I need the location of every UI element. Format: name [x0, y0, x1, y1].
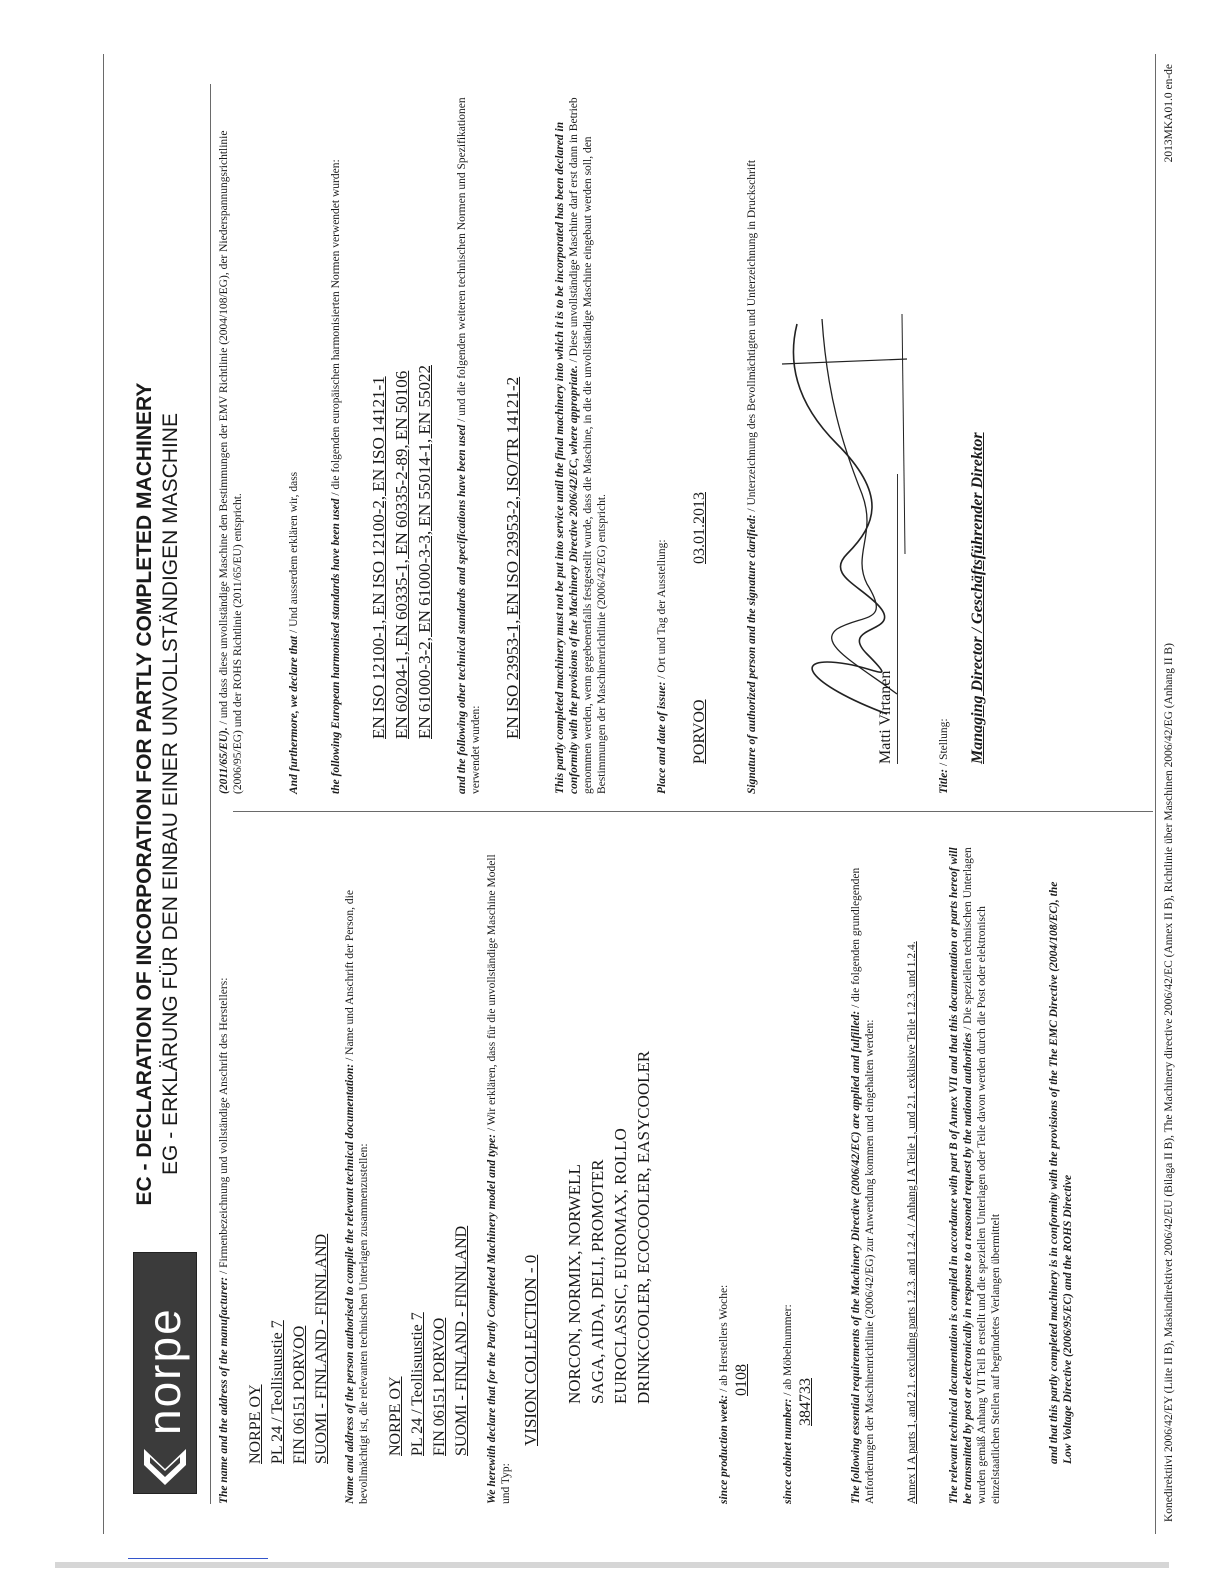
technical-documentation: [947, 844, 1003, 1504]
authorised-address: [385, 1226, 473, 1456]
title-label-en: Title:: [938, 768, 950, 794]
manufacturer-address-line: PL 24 / Teollisuustie 7: [269, 1320, 286, 1464]
place-date-label-de: / Ort und Tag der Ausstellung:: [656, 539, 668, 682]
models-list: [563, 1051, 655, 1404]
standards-line: EN ISO 12100-1, EN ISO 12100-2, EN ISO 14121-1: [369, 376, 388, 739]
essential-requirements-en: The following essential requirements of the Machinery Directive (2006/42/EC) are applied and fulfilled:: [850, 1010, 862, 1504]
header-rule: [210, 84, 211, 1504]
models-list-line: NORCON, NORMIX, NORWELL: [565, 1164, 584, 1404]
title-german: EG - ERKLÄRUNG FÜR DEN EINBAU EINER UNVOLLSTÄNDIGEN MASCHINE: [159, 413, 182, 1175]
directive-continuation-de: / und dass diese unvollständige Maschine den Bestimmungen der EMV Richtlinie (2004/108/EG), der Niederspannungsrichtlinie (2006/95/EG) und der ROHS Richtlinie (2011/65/EU) entspricht.: [218, 130, 244, 794]
production-week-value: 0108: [733, 1364, 750, 1396]
cabinet-number-value: 384733: [797, 1378, 814, 1426]
directive-continuation: [217, 94, 245, 794]
title-label: [937, 718, 951, 794]
authorised-label-de: / Name und Anschrift der Person, die bevollmächtigt ist, die relevanten technischen Unterlagen zusammenzustellen:: [344, 890, 370, 1504]
manufacturer-address-line: NORPE OY: [247, 1384, 264, 1464]
place-value: PORVOO: [691, 699, 708, 764]
other-standards-de: / und die folgenden weiteren technischen Normen und Spezifikationen verwendet wurden:: [456, 97, 482, 794]
manufacturer-address-line: SUOMI - FINLAND - FINNLAND: [313, 1233, 330, 1464]
authorised-address-line: SUOMI - FINLAND - FINNLAND: [453, 1225, 470, 1456]
harmonised-standards-list: [367, 365, 436, 739]
conformity-statement: and that this partly completed machinery is in conformity with the provisions of the The EMC Directive (2004/108/EC), the Low Voltage Directive (2006/95/EC) and the ROHS Directive: [1048, 881, 1074, 1464]
furthermore-en: And furthermore, we declare that: [288, 635, 300, 794]
furthermore-statement: [287, 472, 301, 794]
models-list-line: DRINKCOOLER, ECOCOOLER, EASYCOOLER: [634, 1050, 653, 1404]
scan-link-line: [128, 1558, 268, 1559]
signature-label-de: / Unterzeichnung des Bevollmächtigten und Unterzeichnung in Druckschrift: [746, 159, 758, 515]
technical-documentation-en: The relevant technical documentation is compiled in accordance with part B of Annex VII and that this documentation or parts hereof will be transmitted by post or electronically in response to a reasoned request by the national authorities: [948, 847, 974, 1504]
essential-requirements-de: / die folgenden grundlegenden Anforderungen der Maschinenrichtlinie (2006/42/EG) zur Anwendung kommen und eingehalten werden:: [850, 867, 876, 1504]
signatory-title: [967, 432, 989, 764]
footer-document-code: 2013MKA01.0 en-de: [1163, 64, 1175, 163]
authorised-label-en: Name and address of the person authorised to compile the relevant technical documentation:: [344, 1063, 356, 1504]
authorised-address-line: FIN 06151 PORVOO: [431, 1317, 448, 1456]
signature-label: [745, 94, 759, 794]
technical-documentation-de: / Die speziellen technischen Unterlagen wurden gemäß Anhang VII Teil B erstellt und die speziellen Unterlagen oder Teile davon werden durch die Post oder elektronisch einzelstaatlichen Stellen auf begründetes Verlangen übermittelt: [962, 847, 1002, 1504]
date-value: 03.01.2013: [691, 492, 708, 564]
manufacturer-label-en: The name and the address of the manufacturer:: [218, 1276, 230, 1504]
manufacturer-address: [245, 1234, 333, 1464]
top-rule: [103, 54, 104, 1534]
directive-continuation-en: (2011/65/EU).: [218, 727, 230, 794]
column-divider: [233, 811, 1153, 812]
authorised-address-line: PL 24 / Teollisuustie 7: [409, 1312, 426, 1456]
title-english: EC - DECLARATION OF INCORPORATION FOR PARTLY COMPLETED MACHINERY: [133, 382, 156, 1206]
production-week-label: [717, 1285, 731, 1504]
manufacturer-label: [217, 844, 231, 1504]
models-list-line: EUROCLASSIC, EUROMAX, ROLLO: [611, 1128, 630, 1404]
authorised-address-line: NORPE OY: [387, 1376, 404, 1456]
annex-parts: Annex I A parts 1, and 2.1. excluding parts 1.2.3. and 1.2.4. / Anhang I A Teile 1, und 2.1. exklusive Teile 1.2.3. und 1.2.4.: [906, 941, 918, 1504]
service-notice-en: This partly completed machinery must not be put into service until the final machinery into which it is to be incorporated has been declared in conformity with the provisions of the Machinery Directive 2006/42/EC, where appropriate.: [554, 121, 580, 794]
logo-wordmark: norpe: [138, 1307, 190, 1435]
authorised-label: [343, 844, 371, 1504]
declare-label: [485, 844, 513, 1504]
footer-directive-text: Konedirektiivi 2006/42/EY (Liite II B), Maskindirektivet 2006/42/EU (Bilaga II B), The Machinery directive 2006/42/EC (Annex II B), Richtlinie über Maschinen 2006/42/EG (Anhang II B): [1163, 643, 1175, 1522]
signature-label-en: Signature of authorized person and the signature clarified:: [746, 514, 758, 794]
signatory-title-text: Managing Director / Geschäftsführender Direktor: [969, 432, 986, 764]
standards-line: EN 60204-1, EN 60335-1, EN 60335-2-89, EN 50106: [392, 370, 411, 739]
standards-line: EN 61000-3-2, EN 61000-3-3, EN 55014-1, EN 55022: [415, 365, 434, 739]
rotated-document: [85, 54, 1195, 1534]
footer-rule: [1155, 54, 1156, 1534]
models-list-line: SAGA, AIDA, DELI, PROMOTER: [588, 1159, 607, 1404]
manufacturer-label-de: / Firmenbezeichnung und vollständige Anschrift des Herstellers:: [218, 977, 230, 1277]
signatory-name: Matti Virtanen: [875, 474, 898, 764]
cabinet-label: [781, 1304, 795, 1504]
scan-bottom-edge: [55, 1562, 1169, 1568]
other-standards-en: and the following other technical standards and specifications have been used: [456, 424, 468, 794]
place-date-label-en: Place and date of issue:: [656, 681, 668, 794]
furthermore-de: / Und ausserdem erklären wir, dass: [288, 471, 300, 636]
production-week-label-de: / ab Herstellers Woche:: [718, 1284, 730, 1395]
declare-label-en: We herewith declare that for the Partly Completed Machinery model and type:: [486, 1134, 498, 1504]
cabinet-label-en: since cabinet number:: [782, 1398, 794, 1504]
place-date-label: [655, 539, 669, 794]
other-standards-label: [455, 94, 483, 794]
service-notice-de: / Diese unvollständige Maschine darf erst dann in Betrieb genommen werden, wenn gegebenenfalls festgestellt wurde, dass die Maschine, in die die unvollständige Maschine eingebaut werden soll, den Bestimmungen der Maschinenrichtlinie (2006/42/EG) entspricht.: [568, 97, 608, 794]
other-standards-list: EN ISO 23953-1, EN ISO 23953-2, ISO/TR 14121-2: [503, 376, 522, 739]
service-notice: [553, 94, 609, 794]
harmonised-standards-de: / die folgenden europäischen harmonisierten Normen verwendet wurden:: [330, 159, 342, 499]
production-week-label-en: since production week:: [718, 1394, 730, 1504]
declare-label-de: / Wir erklären, dass für die unvollständige Maschine Modell und Typ:: [486, 854, 512, 1504]
harmonised-standards-en: the following European harmonised standards have been used: [330, 498, 342, 794]
essential-requirements: [849, 844, 877, 1504]
cabinet-label-de: / ab Möbelnummer:: [782, 1304, 794, 1399]
manufacturer-address-line: FIN 06151 PORVOO: [291, 1325, 308, 1464]
harmonised-standards-label: [329, 94, 343, 794]
title-label-de: / Stellung:: [938, 718, 950, 769]
model-name: VISION COLLECTION - 0: [521, 1254, 540, 1446]
